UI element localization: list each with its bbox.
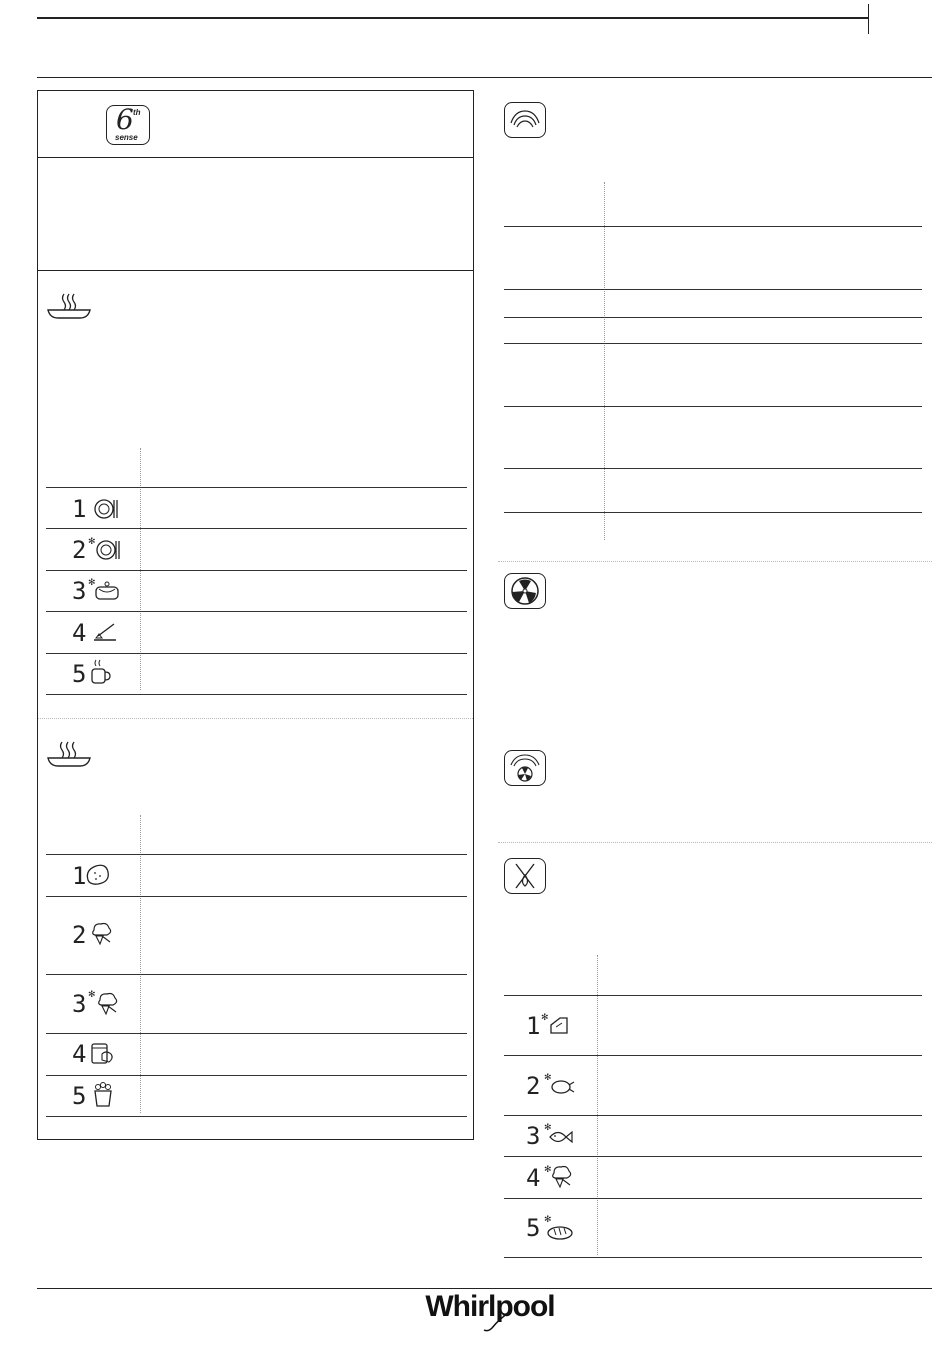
sixth-sense-icon (106, 105, 150, 145)
reheat-row-line (46, 487, 467, 488)
defrost-row-line (504, 1198, 922, 1199)
vegetables-icon (94, 990, 120, 1016)
plate-spatula-icon (92, 620, 118, 644)
popcorn-bag-icon (92, 1082, 114, 1108)
defrost-row-number: 2 (526, 1072, 541, 1100)
cook-icon (46, 740, 92, 770)
reheat-row-line (46, 694, 467, 695)
sixth-sense-sup: th (133, 108, 141, 117)
cook-row-line (46, 974, 467, 975)
cook-row-line (46, 854, 467, 855)
cook-table-separator (140, 815, 141, 1113)
cook-row-number: 4 (72, 1040, 87, 1068)
left-section-divider-2 (37, 270, 474, 271)
defrost-table-separator (597, 955, 598, 1255)
reheat-row-line (46, 528, 467, 529)
star-icon: ✻ (541, 1012, 549, 1022)
poultry-icon (550, 1075, 576, 1097)
casserole-dish-icon (94, 580, 120, 602)
reheat-row-number: 5 (72, 660, 87, 688)
cook-row-line (46, 1116, 467, 1117)
header-rule (37, 17, 869, 19)
reheat-row-number: 2 (72, 536, 87, 564)
defrost-row-number: 4 (526, 1164, 541, 1192)
reheat-row-line (46, 570, 467, 571)
star-icon: ✻ (544, 1164, 552, 1174)
grill-row-line (504, 406, 922, 407)
cook-row-number: 3 (72, 990, 87, 1018)
grill-row-line (504, 317, 922, 318)
right-section-divider-2 (498, 842, 932, 843)
grill-row-line (504, 468, 922, 469)
grill-row-line (504, 512, 922, 513)
star-icon: ✻ (88, 989, 96, 999)
cook-row-number: 2 (72, 921, 87, 949)
left-section-divider-1 (37, 157, 474, 158)
defrost-row-line (504, 1156, 922, 1157)
grill-row-line (504, 343, 922, 344)
defrost-row-number: 1 (526, 1012, 541, 1040)
defrost-icon (504, 858, 546, 894)
defrost-row-line (504, 1115, 922, 1116)
defrost-row-line (504, 995, 922, 996)
grill-row-line (504, 226, 922, 227)
vegetables-icon (548, 1163, 574, 1189)
cook-row-line (46, 896, 467, 897)
jar-vegetables-icon (90, 1040, 116, 1066)
bread-icon (546, 1224, 574, 1242)
reheat-row-line (46, 611, 467, 612)
sixth-sense-word: sense (115, 133, 138, 142)
left-panel (37, 90, 474, 1140)
defrost-row-line (504, 1257, 922, 1258)
star-icon: ✻ (544, 1214, 552, 1224)
grill-fan-icon (504, 750, 546, 786)
right-section-divider-1 (498, 561, 932, 562)
meat-icon (548, 1015, 570, 1037)
potato-icon (84, 862, 110, 888)
footer-divider (37, 1288, 932, 1289)
grill-table-separator (604, 182, 605, 540)
whirlpool-logo (420, 1290, 560, 1334)
vegetables-icon (88, 920, 114, 946)
plate-cutlery-icon (96, 538, 120, 562)
reheat-row-number: 4 (72, 619, 87, 647)
fish-icon (548, 1127, 574, 1147)
reheat-icon (46, 292, 92, 322)
grill-icon (504, 102, 546, 138)
cook-row-line (46, 1033, 467, 1034)
reheat-row-number: 1 (72, 495, 87, 523)
header-divider (37, 77, 932, 78)
cook-row-line (46, 1075, 467, 1076)
sixth-sense-numeral: 6 (116, 103, 134, 136)
grill-row-line (504, 289, 922, 290)
reheat-row-line (46, 653, 467, 654)
star-icon: ✻ (544, 1072, 552, 1082)
reheat-row-number: 3 (72, 577, 87, 605)
defrost-row-number: 3 (526, 1122, 541, 1150)
star-icon: ✻ (88, 577, 96, 587)
cook-row-number: 5 (72, 1082, 87, 1110)
plate-cutlery-icon (94, 497, 118, 521)
defrost-row-number: 5 (526, 1214, 541, 1242)
defrost-row-line (504, 1055, 922, 1056)
left-section-divider-3 (38, 718, 473, 719)
fan-icon (504, 573, 546, 609)
header-tick (868, 4, 869, 34)
star-icon: ✻ (544, 1122, 552, 1132)
cook-row-number: 1 (72, 862, 87, 890)
star-icon: ✻ (88, 536, 96, 546)
brand-text: Whirlpool (425, 1290, 555, 1323)
steaming-mug-icon (90, 658, 112, 686)
